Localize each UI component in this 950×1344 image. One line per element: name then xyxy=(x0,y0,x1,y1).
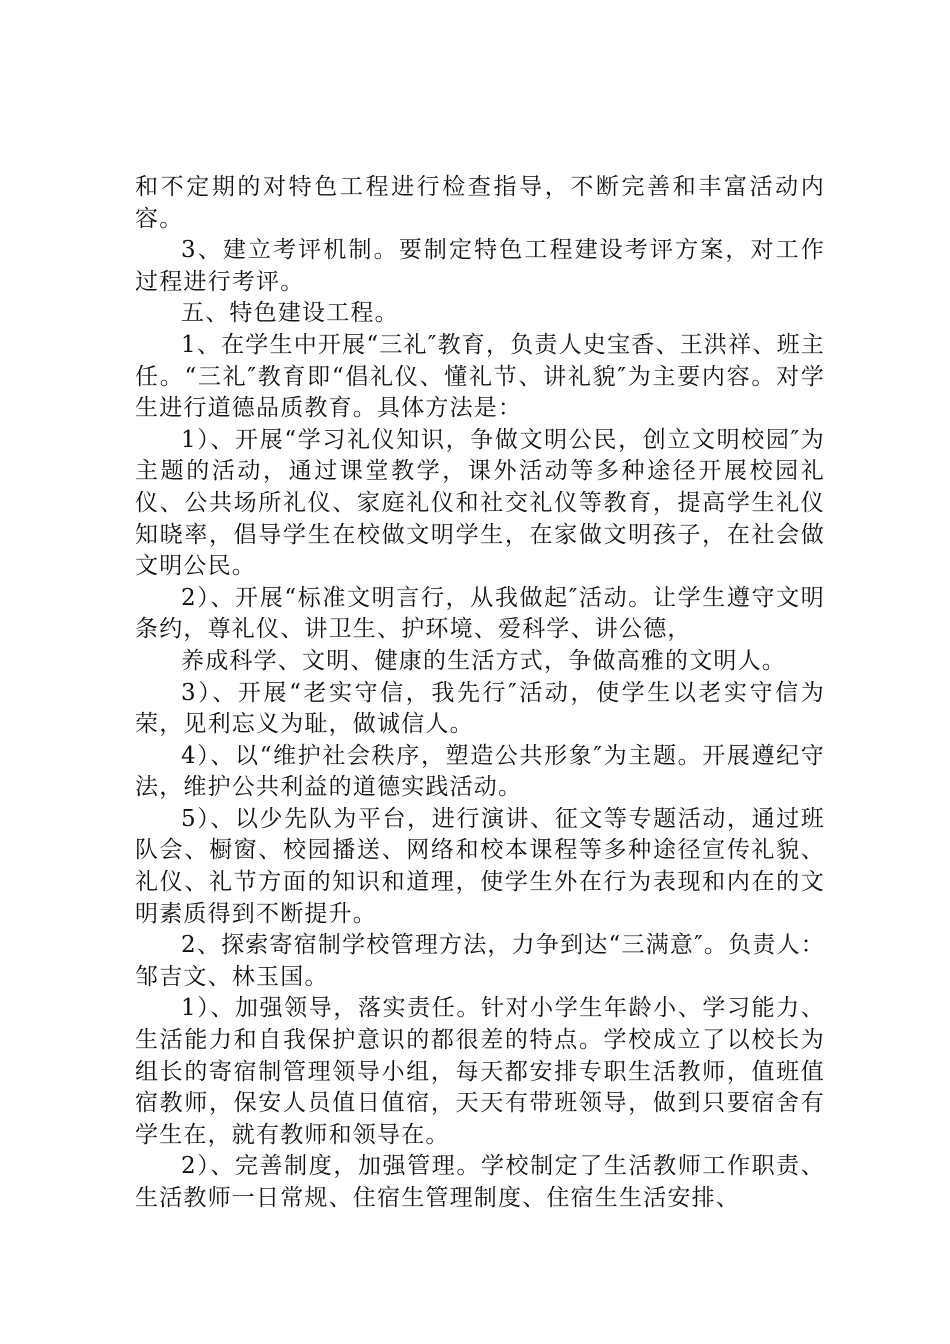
paragraph-11: 2、探索寄宿制学校管理方法，力争到达“三满意″。负责人：邹吉文、林玉国。 xyxy=(135,932,825,990)
paragraph-1: 和不定期的对特色工程进行检查指导，不断完善和丰富活动内容。 xyxy=(135,174,825,232)
paragraph-3: 五、特色建设工程。 xyxy=(181,300,399,327)
document-body xyxy=(135,172,825,1215)
paragraph-7: 养成科学、文明、健康的生活方式，争做高雅的文明人。 xyxy=(181,647,786,674)
paragraph-4: 1、在学生中开展“三礼″教育，负责人史宝香、王洪祥、班主任。“三礼″教育即“倡礼仪、懂礼节、讲礼貌″为主要内容。对学生进行道德品质教育。具体方法是： xyxy=(135,331,825,422)
paragraph-8: 3）、开展“老实守信，我先行″活动，使学生以老实守信为荣，见利忘义为耻，做诚信人。 xyxy=(135,679,825,738)
paragraph-10: 5）、以少先队为平台，进行演讲、征文等专题活动，通过班队会、橱窗、校园播送、网络和校本课程等多种途径宣传礼貌、礼仪、礼节方面的知识和道理，使学生外在行为表现和内在的文明素质得到不断提升。 xyxy=(135,805,825,927)
paragraph-13: 2）、完善制度，加强管理。学校制定了生活教师工作职责、生活教师一日常规、住宿生管理制度、住宿生生活安排、 xyxy=(135,1153,825,1211)
paragraph-12: 1）、加强领导，落实责任。针对小学生年龄小、学习能力、生活能力和自我保护意识的都很差的特点。学校成立了以校长为组长的寄宿制管理领导小组，每天都安排专职生活教师，值班值宿教师，保安人员值日值宿，天天有带班领导，做到只要宿舍有学生在，就有教师和领导在。 xyxy=(135,995,825,1148)
paragraph-6: 2）、开展“标准文明言行，从我做起″活动。让学生遵守文明条约，尊礼仪、讲卫生、护环境、爱科学、讲公德， xyxy=(135,584,825,643)
paragraph-2: 3、建立考评机制。要制定特色工程建设考评方案，对工作过程进行考评。 xyxy=(135,237,825,295)
paragraph-9: 4）、以“维护社会秩序，塑造公共形象″为主题。开展遵纪守法，维护公共利益的道德实践活动。 xyxy=(135,742,825,801)
paragraph-5: 1）、开展“学习礼仪知识，争做文明公民，创立文明校园″为主题的活动，通过课堂教学，课外活动等多种途径开展校园礼仪、公共场所礼仪、家庭礼仪和社交礼仪等教育，提高学生礼仪知晓率，倡导学生在校做文明学生，在家做文明孩子，在社会做文明公民。 xyxy=(135,426,825,580)
